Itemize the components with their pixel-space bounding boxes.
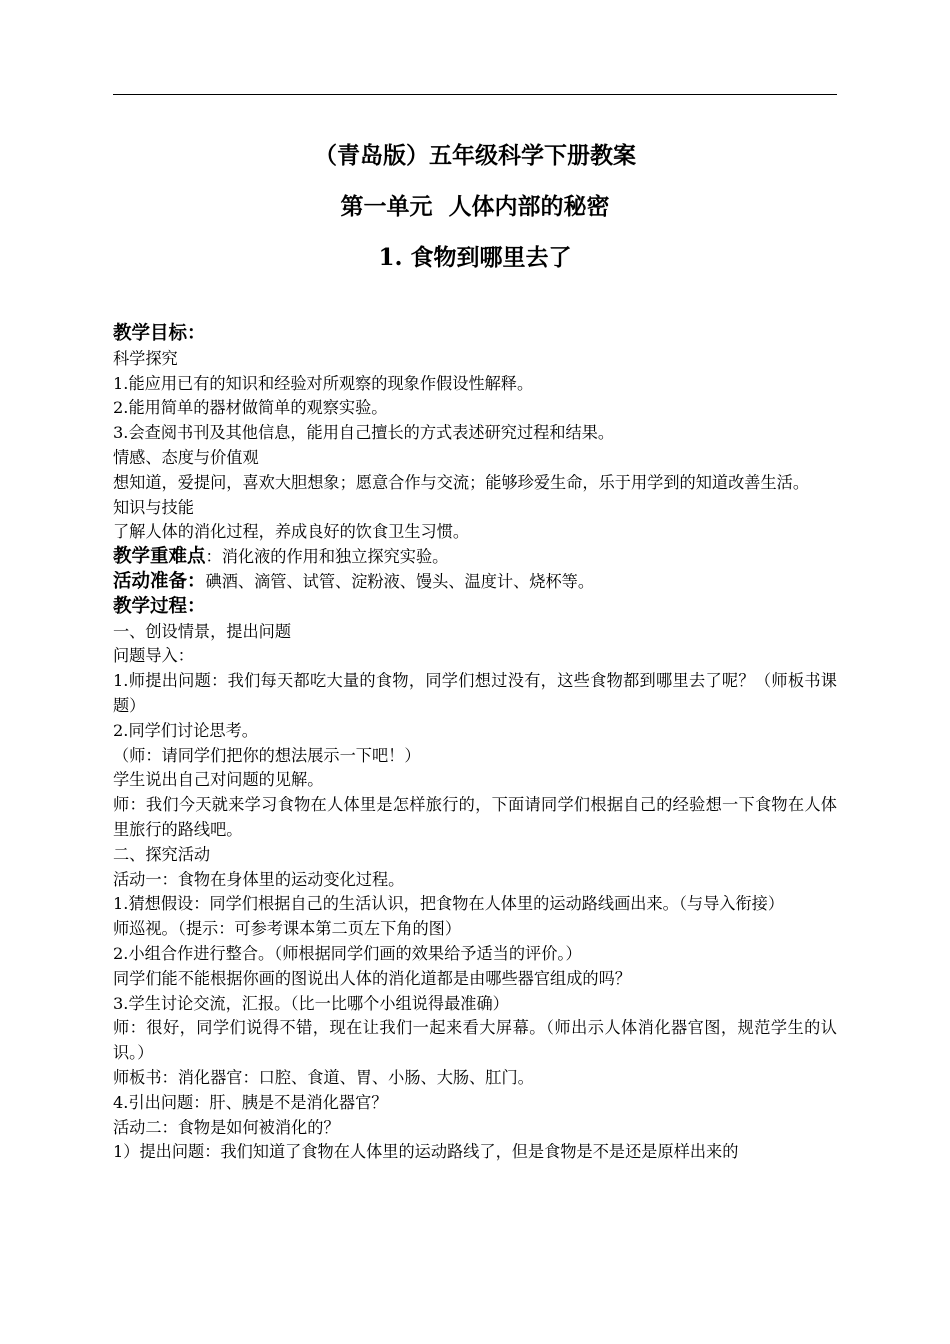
inquiry-item: 1.能应用已有的知识和经验对所观察的现象作假设性解释。: [113, 373, 534, 393]
keypoints-text: ：消化液的作用和独立探究实验。: [205, 547, 449, 567]
knowledge-label: 知识与技能: [113, 497, 194, 517]
unit-title: 第一单元 人体内部的秘密: [340, 193, 610, 220]
process-line: 2.小组合作进行整合。（师根据同学们画的效果给予适当的评价。）: [113, 943, 582, 963]
header-rule: [113, 94, 837, 95]
process-line: 学生说出自己对问题的见解。: [113, 770, 324, 790]
process-line: 活动一：食物在身体里的运动变化过程。: [113, 869, 405, 889]
process-line: 问题导入：: [113, 646, 194, 666]
attitude-label: 情感、态度与价值观: [113, 447, 259, 467]
attitude-text: 想知道，爱提问，喜欢大胆想象；愿意合作与交流；能够珍爱生命，乐于用学到的知道改善生活。: [113, 472, 810, 492]
inquiry-item: 2.能用简单的器材做简单的观察实验。: [113, 398, 388, 418]
keypoints-label: 教学重难点: [113, 546, 206, 568]
document-title: （青岛版）五年级科学下册教案: [314, 142, 636, 169]
process-line: 同学们能不能根据你画的图说出人体的消化道都是由哪些器官组成的吗？: [113, 968, 631, 988]
goals-heading: 教学目标：: [113, 323, 206, 344]
prep-line: [113, 570, 837, 595]
process-line: 师巡视。（提示：可参考课本第二页左下角的图）: [113, 919, 462, 939]
keypoints-line: [113, 545, 837, 570]
title-block: [113, 130, 837, 283]
process-line: 二、探究活动: [113, 844, 211, 864]
inquiry-item: 3.会查阅书刊及其他信息，能用自己擅长的方式表述研究过程和结果。: [113, 423, 615, 443]
process-line: 1.猜想假设：同学们根据自己的生活认识，把食物在人体里的运动路线画出来。（与导入衔接）: [113, 894, 785, 914]
lesson-title: 1. 食物到哪里去了: [378, 244, 572, 271]
prep-text: 碘酒、滴管、试管、淀粉液、馒头、温度计、烧杯等。: [205, 571, 595, 591]
process-line: 师：我们今天就来学习食物在人体里是怎样旅行的，下面请同学们根据自己的经验想一下食物在人体里旅行的路线吧。: [113, 795, 837, 839]
inquiry-label: 科学探究: [113, 348, 178, 368]
process-line: 1.师提出问题：我们每天都吃大量的食物，同学们想过没有，这些食物都到哪里去了呢？（师板书课题）: [113, 671, 837, 715]
process-line: 3.学生讨论交流，汇报。（比一比哪个小组说得最准确）: [113, 993, 509, 1013]
process-line: 师：很好，同学们说得不错，现在让我们一起来看大屏幕。（师出示人体消化器官图，规范学生的认识。）: [113, 1018, 837, 1063]
process-line: 4.引出问题：肝、胰是不是消化器官？: [113, 1092, 388, 1112]
process-line: 师板书：消化器官：口腔、食道、胃、小肠、大肠、肛门。: [113, 1067, 534, 1087]
lesson-body: [113, 322, 837, 1165]
prep-label: 活动准备：: [113, 570, 206, 592]
process-line: 一、创设情景，提出问题: [113, 621, 292, 641]
process-line: （师：请同学们把你的想法展示一下吧！）: [113, 745, 421, 765]
process-heading: 教学过程：: [113, 595, 206, 617]
process-line: 活动二：食物是如何被消化的？: [113, 1117, 340, 1137]
knowledge-text: 了解人体的消化过程，养成良好的饮食卫生习惯。: [113, 522, 470, 542]
process-line: 1）提出问题：我们知道了食物在人体里的运动路线了，但是食物是不是还是原样出来的: [113, 1142, 739, 1162]
process-line: 2.同学们讨论思考。: [113, 720, 258, 740]
